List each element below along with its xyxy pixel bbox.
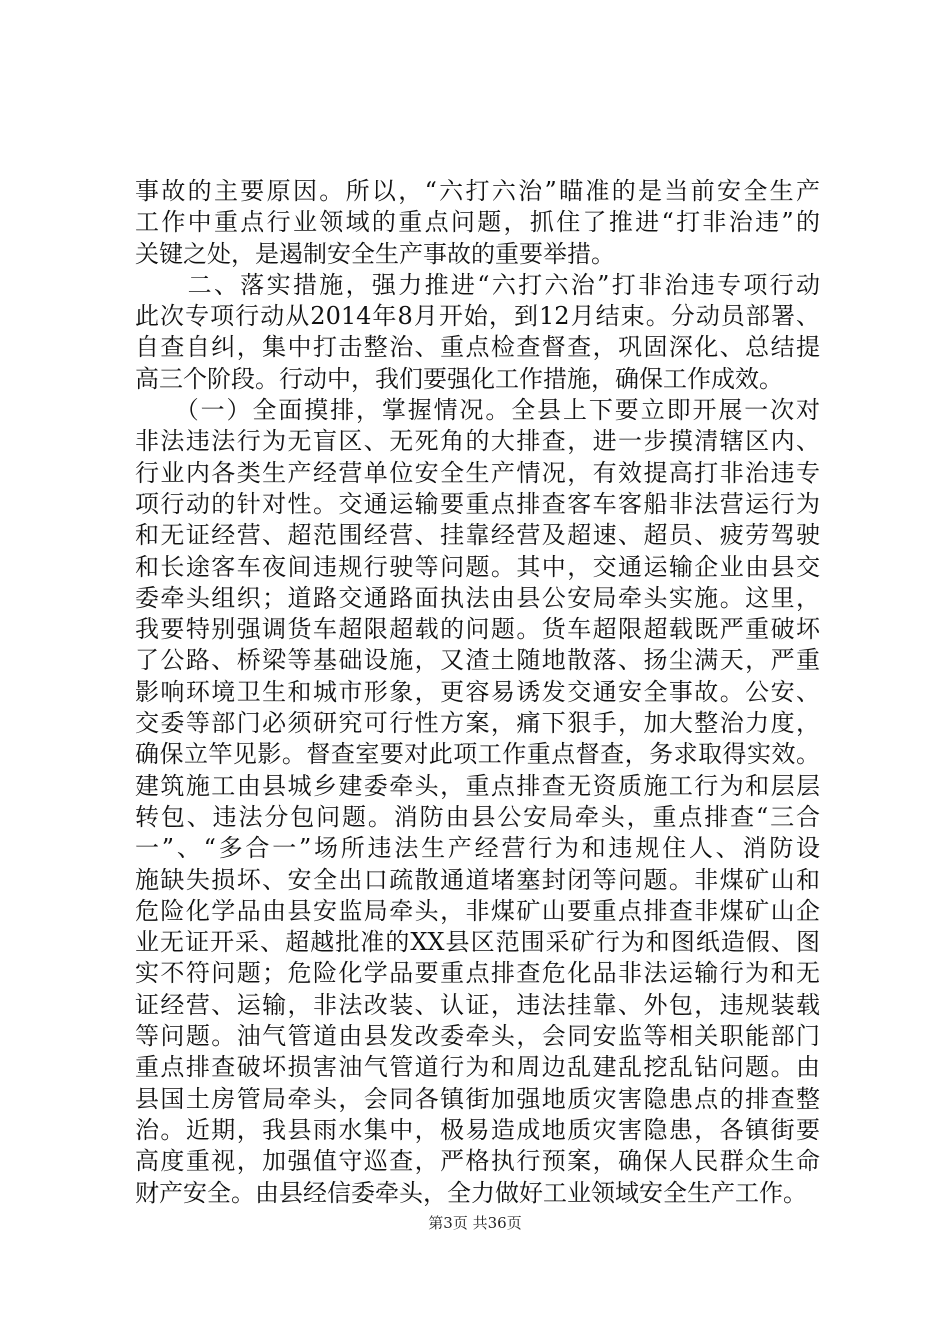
text-line: 工作中重点行业领域的重点问题，抓住了推进“打非治违”的 bbox=[135, 208, 820, 237]
text-line: 关键之处，是遏制安全生产事故的重要举措。 bbox=[135, 239, 615, 268]
text-line: 交委等部门必须研究可行性方案，痛下狠手，加大整治力度， bbox=[135, 709, 820, 738]
text-line: 项行动的针对性。交通运输要重点排查客车客船非法营运行为 bbox=[135, 489, 820, 518]
text-line: 自查自纠，集中打击整治、重点检查督查，巩固深化、总结提 bbox=[135, 333, 820, 362]
text-line: 了公路、桥梁等基础设施，又渣土随地散落、扬尘满天，严重 bbox=[135, 646, 820, 675]
text-line: 建筑施工由县城乡建委牵头，重点排查无资质施工行为和层层 bbox=[135, 771, 820, 800]
text-line: 施缺失损坏、安全出口疏散通道堵塞封闭等问题。非煤矿山和 bbox=[135, 865, 820, 894]
text-line: 确保立竿见影。督查室要对此项工作重点督查，务求取得实效。 bbox=[135, 740, 820, 769]
text-line: 和无证经营、超范围经营、挂靠经营及超速、超员、疲劳驾驶 bbox=[135, 521, 820, 550]
text-line: 重点排查破坏损害油气管道行为和周边乱建乱挖乱钻问题。由 bbox=[135, 1053, 820, 1082]
text-line: 等问题。油气管道由县发改委牵头，会同安监等相关职能部门 bbox=[135, 1022, 820, 1051]
text-line: 实不符问题；危险化学品要重点排查危化品非法运输行为和无 bbox=[135, 959, 820, 988]
text-line: 证经营、运输，非法改装、认证，违法挂靠、外包，违规装载 bbox=[135, 990, 820, 1019]
text-line: 转包、违法分包问题。消防由县公安局牵头，重点排查“三合 bbox=[135, 802, 820, 831]
text-line: 县国土房管局牵头，会同各镇街加强地质灾害隐患点的排查整 bbox=[135, 1084, 820, 1113]
text-line: 高三个阶段。行动中，我们要强化工作措施，确保工作成效。 bbox=[135, 364, 783, 393]
text-line: 二、落实措施，强力推进“六打六治”打非治违专项行动 bbox=[135, 270, 820, 299]
text-line: 业无证开采、超越批准的XX县区范围采矿行为和图纸造假、图 bbox=[135, 928, 820, 957]
text-line: （一）全面摸排，掌握情况。全县上下要立即开展一次对 bbox=[135, 396, 820, 425]
text-line: 和长途客车夜间违规行驶等问题。其中，交通运输企业由县交 bbox=[135, 552, 820, 581]
document-body bbox=[135, 176, 820, 1209]
text-line: 危险化学品由县安监局牵头，非煤矿山要重点排查非煤矿山企 bbox=[135, 896, 820, 925]
text-line: 行业内各类生产经营单位安全生产情况，有效提高打非治违专 bbox=[135, 458, 820, 487]
text-line: 治。近期，我县雨水集中，极易造成地质灾害隐患，各镇街要 bbox=[135, 1115, 820, 1144]
text-line: 委牵头组织；道路交通路面执法由县公安局牵头实施。这里， bbox=[135, 583, 820, 612]
text-line: 财产安全。由县经信委牵头，全力做好工业领域安全生产工作。 bbox=[135, 1178, 807, 1207]
page-footer: 第3页 共36页 bbox=[428, 1214, 522, 1232]
text-line: 非法违法行为无盲区、无死角的大排查，进一步摸清辖区内、 bbox=[135, 427, 820, 456]
text-line: 事故的主要原因。所以，“六打六治”瞄准的是当前安全生产 bbox=[135, 177, 820, 205]
text-line: 此次专项行动从2014年8月开始，到12月结束。分动员部署、 bbox=[135, 302, 820, 331]
text-line: 我要特别强调货车超限超载的问题。货车超限超载既严重破坏 bbox=[135, 615, 820, 644]
text-line: 高度重视，加强值守巡查，严格执行预案，确保人民群众生命 bbox=[135, 1147, 820, 1176]
text-line: 影响环境卫生和城市形象，更容易诱发交通安全事故。公安、 bbox=[135, 677, 820, 706]
text-line: 一”、“多合一”场所违法生产经营行为和违规住人、消防设 bbox=[135, 834, 820, 863]
